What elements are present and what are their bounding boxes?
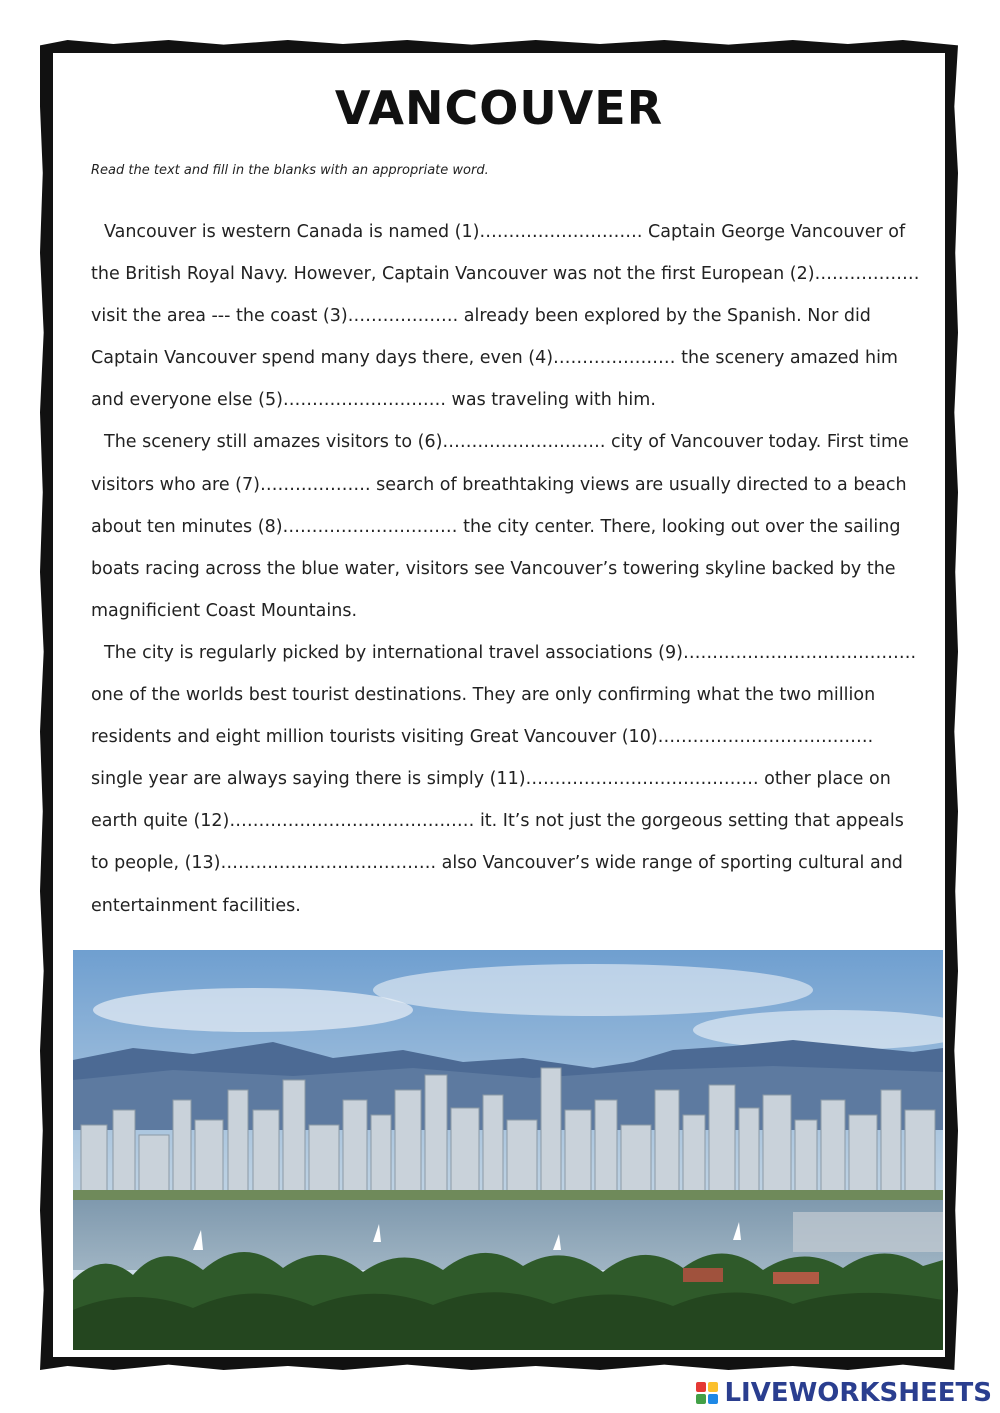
instructions: Read the text and fill in the blanks with an appropriate word. bbox=[91, 163, 489, 178]
page-title: VANCOUVER bbox=[334, 81, 664, 135]
brand-name: LIVEWORKSHEETS bbox=[724, 1378, 992, 1408]
liveworksheets-brand bbox=[696, 1376, 992, 1410]
liveworksheets-logo-icon bbox=[696, 1382, 718, 1404]
worksheet-page bbox=[53, 53, 945, 1357]
reading-text bbox=[91, 211, 921, 927]
paragraph-2: The scenery still amazes visitors to (6)………………………. city of Vancouver today. First time visitors who are (7)………………. search of breathtaking views are usually directed to a beach about ten minutes (8)………………………… the city center. There, looking out over the sailing boats racing across the blue water, visitors see Vancouver’s towering skyline backed by the magnificient Coast Mountains. bbox=[91, 432, 909, 621]
paragraph-3: The city is regularly picked by international travel associations (9)…………………………………. one of the worlds best tourist destinations. They are only confirming what the two million residents and eight million tourists visiting Great Vancouver (10)………………………………. single year are always saying there is simply (11)…………………………………. other place on earth quite (12)…………………………………… it. It’s not just the gorgeous setting that appeals to people, (13)………………………………. also Vancouver’s wide range of sporting cultural and entertainment facilities. bbox=[91, 642, 917, 916]
paragraph-1: Vancouver is western Canada is named (1)………………………. Captain George Vancouver of the British Royal Navy. However, Captain Vancouver was not the first European (2)……………… visit the area --- the coast (3)………………. already been explored by the Spanish. Nor did Captain Vancouver spend many days there, even (4)………………… the scenery amazed him and everyone else (5)………………………. was traveling with him. bbox=[91, 222, 920, 411]
vancouver-skyline-photo bbox=[73, 950, 943, 1350]
